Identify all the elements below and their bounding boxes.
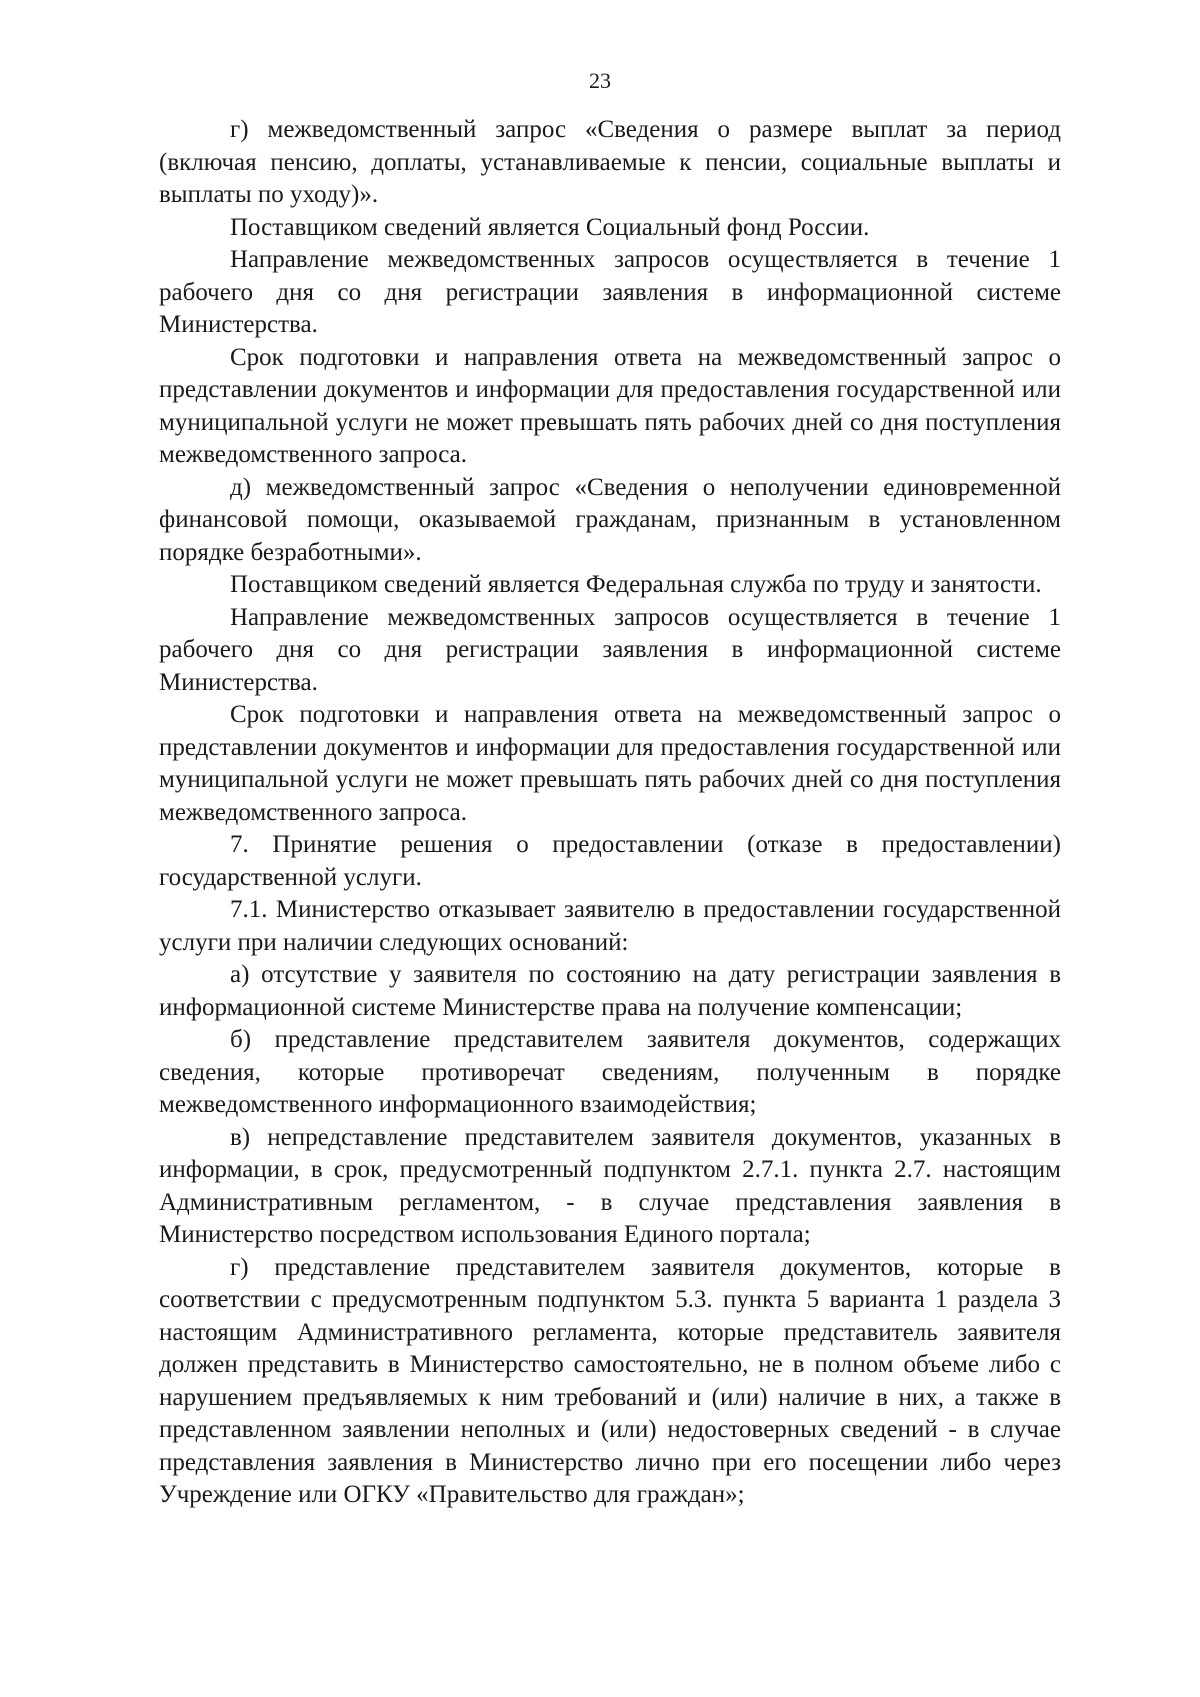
paragraph-section-7: 7. Принятие решения о предоставлении (отказе в предоставлении) государственной услуги. (159, 831, 1061, 891)
paragraph-response-deadline-2: Срок подготовки и направления ответа на межведомственный запрос о представлении документов и информации для предоставления государственной или муниципальной услуги не может превышать пять рабочих дней со дня поступления межведомственного запроса. (159, 701, 1061, 826)
paragraph-d-unemployment-request: д) межведомственный запрос «Сведения о неполучении единовременной финансовой помощи, оказываемой гражданам, признанным в установленном порядке безработными». (159, 473, 1061, 566)
paragraph-response-deadline-1: Срок подготовки и направления ответа на межведомственный запрос о представлении документов и информации для предоставления государственной или муниципальной услуги не может превышать пять рабочих дней со дня поступления межведомственного запроса. (159, 343, 1061, 468)
paragraph-ground-g: г) представление представителем заявителя документов, которые в соответствии с предусмотренным подпунктом 5.3. пункта 5 варианта 1 раздела 3 настоящим Административного регламента, которые представитель заявителя должен представить в Министерство самостоятельно, не в полном объеме либо с нарушением предъявляемых к ним требований и (или) наличие в них, а также в представленном заявлении неполных и (или) недостоверных сведений - в случае представления заявления в Министерство лично при его посещении либо через Учреждение или ОГКУ «Правительство для граждан»; (159, 1253, 1061, 1508)
paragraph-ground-v: в) непредставление представителем заявителя документов, указанных в информации, в срок, предусмотренный подпунктом 2.7.1. пункта 2.7. настоящим Административным регламентом, - в случае представления заявления в Министерство посредством использования Единого портала; (159, 1123, 1061, 1248)
paragraph-section-7-1: 7.1. Министерство отказывает заявителю в предоставлении государственной услуги при наличии следующих оснований: (159, 896, 1061, 956)
paragraph-request-timing-2: Направление межведомственных запросов осуществляется в течение 1 рабочего дня со дня регистрации заявления в информационной системе Министерства. (159, 603, 1061, 696)
document-body (159, 114, 1061, 1512)
paragraph-supplier-labor-service: Поставщиком сведений является Федеральная служба по труду и занятости. (230, 571, 1042, 598)
paragraph-ground-a: а) отсутствие у заявителя по состоянию на дату регистрации заявления в информационной системе Министерстве права на получение компенсации; (159, 961, 1061, 1021)
paragraph-request-timing-1: Направление межведомственных запросов осуществляется в течение 1 рабочего дня со дня регистрации заявления в информационной системе Министерства. (159, 246, 1061, 338)
page-number: 23 (589, 68, 611, 93)
paragraph-supplier-social-fund: Поставщиком сведений является Социальный фонд России. (230, 213, 870, 241)
paragraph-ground-b: б) представление представителем заявителя документов, содержащих сведения, которые противоречат сведениям, полученным в порядке межведомственного информационного взаимодействия; (159, 1026, 1061, 1118)
paragraph-g-pension-request: г) межведомственный запрос «Сведения о размере выплат за период (включая пенсию, доплаты, устанавливаемые к пенсии, социальные выплаты и выплаты по уходу)». (159, 116, 1061, 208)
